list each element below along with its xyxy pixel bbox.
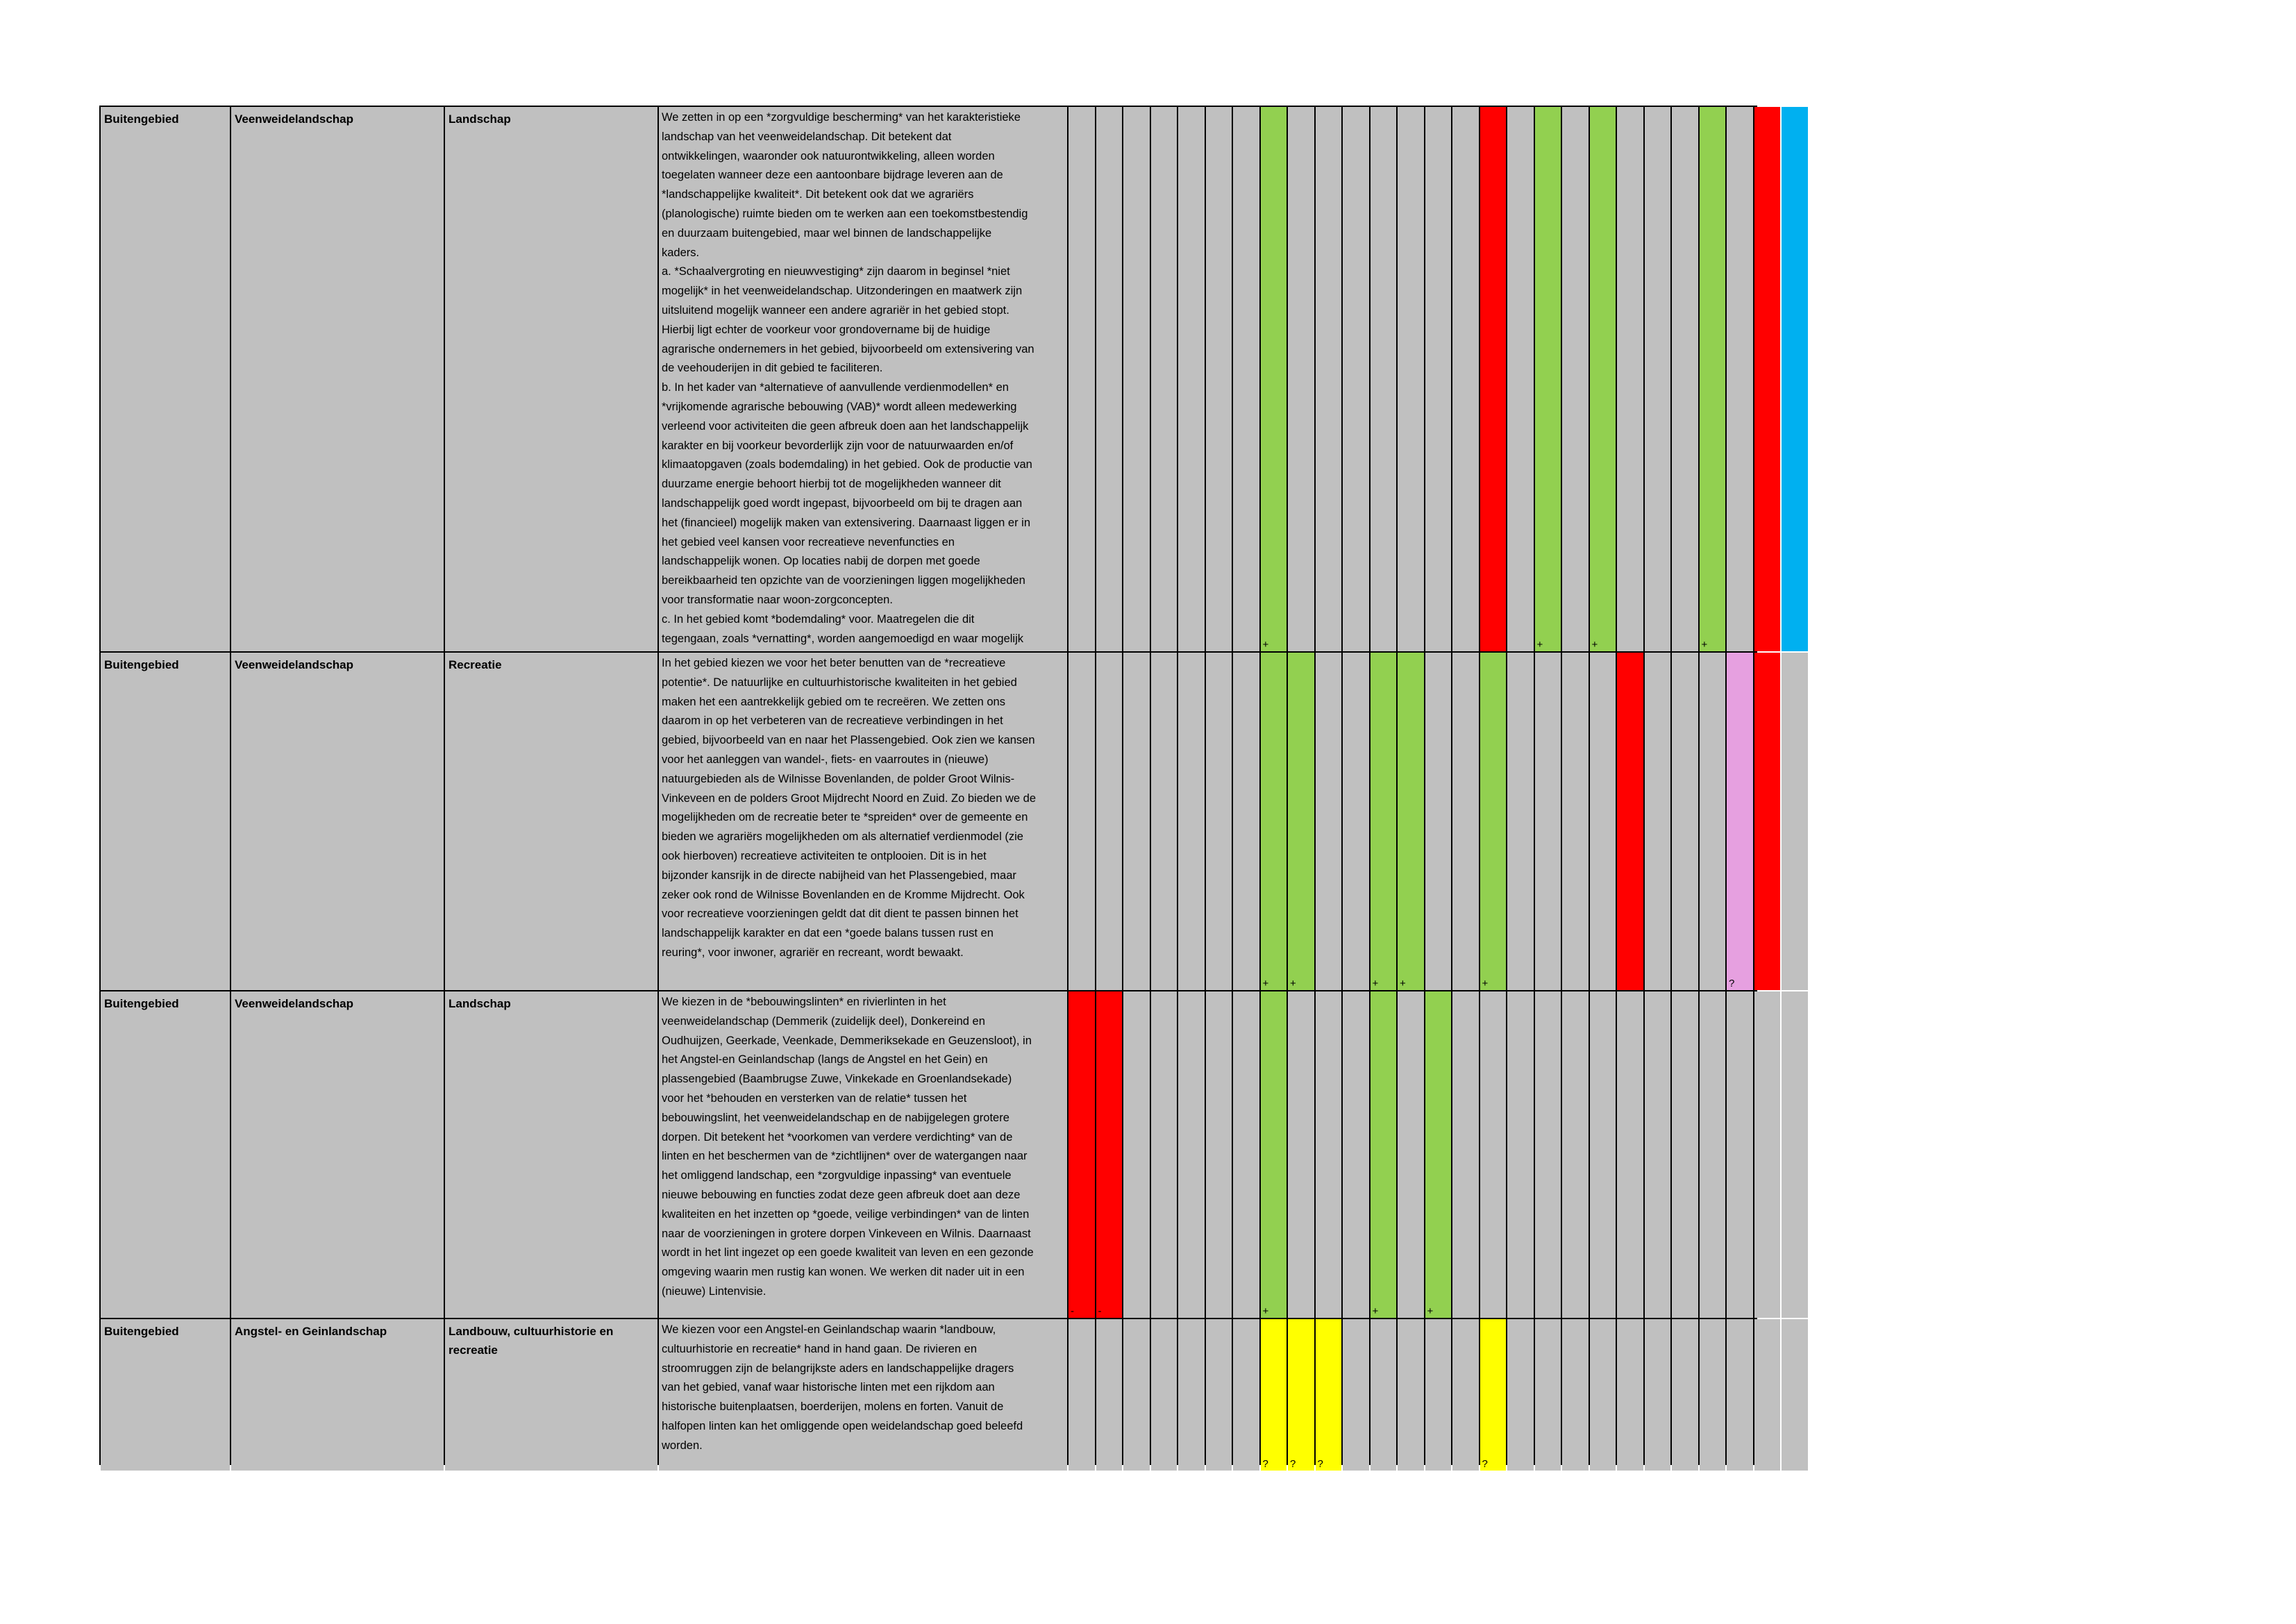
- score-cell: [1398, 107, 1424, 651]
- score-cell: [1452, 991, 1479, 1318]
- score-cell: [1233, 107, 1259, 651]
- score-cell: [1425, 1319, 1452, 1471]
- score-mark: +: [1701, 639, 1708, 651]
- score-cell: [1535, 107, 1561, 651]
- score-mark: +: [1262, 1305, 1269, 1317]
- score-cell: [1754, 1319, 1781, 1471]
- score-cell: [1425, 991, 1452, 1318]
- score-mark: ?: [1317, 1458, 1323, 1470]
- score-cell: [1535, 653, 1561, 990]
- score-cell: [1069, 1319, 1095, 1471]
- score-cell: [1123, 107, 1150, 651]
- score-mark: ?: [1729, 978, 1735, 989]
- score-cell: [1206, 1319, 1232, 1471]
- score-cell: [1617, 1319, 1643, 1471]
- score-cell: [1261, 991, 1287, 1318]
- score-cell: [1343, 991, 1369, 1318]
- score-cell: [1562, 1319, 1589, 1471]
- score-cell: [1507, 991, 1534, 1318]
- score-cell: [1645, 653, 1671, 990]
- score-cell: [1288, 1319, 1314, 1471]
- score-mark: +: [1536, 639, 1543, 651]
- row-landschap-cell: Angstel- en Geinlandschap: [231, 1319, 444, 1471]
- row-landschap-cell: Veenweidelandschap: [231, 107, 444, 651]
- score-cell: [1562, 653, 1589, 990]
- row-gebied-cell: Buitengebied: [101, 653, 230, 990]
- score-cell: [1371, 991, 1397, 1318]
- score-cell: [1480, 107, 1507, 651]
- score-cell: [1316, 1319, 1342, 1471]
- row-landschap-cell: Veenweidelandschap: [231, 653, 444, 990]
- score-cell: [1425, 107, 1452, 651]
- score-mark: +: [1400, 978, 1406, 989]
- score-mark: +: [1372, 1305, 1379, 1317]
- row-gebied-cell: Buitengebied: [101, 107, 230, 651]
- score-cell: [1535, 991, 1561, 1318]
- score-cell: [1178, 991, 1205, 1318]
- score-cell: [1261, 653, 1287, 990]
- score-cell: [1123, 991, 1150, 1318]
- score-cell: [1178, 107, 1205, 651]
- score-cell: [1178, 653, 1205, 990]
- score-cell: [1754, 991, 1781, 1318]
- score-cell: [1151, 107, 1178, 651]
- row-beschrijving-cell: We kiezen voor een Angstel-en Geinlandschap waarin *landbouw, cultuurhistorie en recreatie* hand in hand gaan. De rivieren en stroomruggen zijn de belangrijkste aders en landschappelijke dragers van het gebied, vanaf waar historische linten met een rijkdom aan historische buitenplaatsen, boerderijen, molens en forten. Vanuit de halfopen linten kan het omliggende open weidelandschap goed beleefd worden.: [659, 1319, 1067, 1471]
- score-cell: [1782, 991, 1808, 1318]
- row-thema-cell: Landschap: [445, 991, 657, 1318]
- score-cell: [1178, 1319, 1205, 1471]
- score-cell: [1645, 991, 1671, 1318]
- score-cell: [1096, 107, 1123, 651]
- score-cell: [1096, 653, 1123, 990]
- score-cell: [1727, 653, 1753, 990]
- row-thema-cell: Landschap: [445, 107, 657, 651]
- score-mark: ?: [1482, 1458, 1488, 1470]
- score-cell: [1371, 107, 1397, 651]
- score-cell: [1233, 1319, 1259, 1471]
- score-cell: [1645, 1319, 1671, 1471]
- score-cell: [1700, 1319, 1726, 1471]
- score-cell: [1206, 653, 1232, 990]
- score-cell: [1727, 1319, 1753, 1471]
- score-cell: [1480, 1319, 1507, 1471]
- score-cell: [1206, 991, 1232, 1318]
- row-landschap-cell: Veenweidelandschap: [231, 991, 444, 1318]
- score-cell: [1507, 1319, 1534, 1471]
- score-cell: [1754, 107, 1781, 651]
- score-cell: [1123, 653, 1150, 990]
- score-mark: -: [1098, 1305, 1102, 1317]
- assessment-matrix: [99, 106, 1757, 1470]
- score-cell: [1343, 653, 1369, 990]
- score-cell: [1316, 991, 1342, 1318]
- score-cell: [1123, 1319, 1150, 1471]
- score-cell: [1590, 1319, 1616, 1471]
- score-cell: [1672, 107, 1698, 651]
- row-beschrijving-cell: In het gebied kiezen we voor het beter benutten van de *recreatieve potentie*. De natuurlijke en cultuurhistorische kwaliteiten in het gebied maken het een aantrekkelijk gebied om te recreëren. We zetten ons daarom in op het verbeteren van de recreatieve verbindingen in het gebied, bijvoorbeeld van en naar het Plassengebied. Ook zien we kansen voor het aanleggen van wandel-, fiets- en vaarroutes in (nieuwe) natuurgebieden als de Wilnisse Bovenlanden, de polder Groot Wilnis- Vinkeveen en de polders Groot Mijdrecht Noord en Zuid. Zo bieden we de mogelijkheden om de recreatie beter te *spreiden* over de gemeente en bieden we agrariërs mogelijkheden om als alternatief verdienmodel (zie ook hierboven) recreatieve activiteiten te ontplooien. Dit is in het bijzonder kansrijk in de directe nabijheid van het Plassengebied, maar zeker ook rond de Wilnisse Bovenlanden en de Kromme Mijdrecht. Ook voor recreatieve voorzieningen geldt dat dit dient te passen binnen het landschappelijk karakter en dat een *goede balans tussen rust en reuring*, voor inwoner, agrariër en recreant, wordt bewaakt.: [659, 653, 1067, 990]
- score-cell: [1398, 991, 1424, 1318]
- score-cell: [1645, 107, 1671, 651]
- score-cell: [1452, 107, 1479, 651]
- score-cell: [1617, 991, 1643, 1318]
- score-cell: [1151, 653, 1178, 990]
- score-cell: [1096, 991, 1123, 1318]
- score-cell: [1480, 991, 1507, 1318]
- score-mark: +: [1482, 978, 1489, 989]
- score-cell: [1398, 1319, 1424, 1471]
- score-cell: [1233, 991, 1259, 1318]
- score-cell: [1151, 991, 1178, 1318]
- score-mark: +: [1372, 978, 1379, 989]
- score-cell: [1727, 991, 1753, 1318]
- score-cell: [1316, 107, 1342, 651]
- score-cell: [1288, 653, 1314, 990]
- score-cell: [1069, 991, 1095, 1318]
- score-cell: [1700, 653, 1726, 990]
- row-beschrijving-cell: We zetten in op een *zorgvuldige bescherming* van het karakteristieke landschap van het veenweidelandschap. Dit betekent dat ontwikkelingen, waaronder ook natuurontwikkeling, alleen worden toegelaten wanneer deze een aantoonbare bijdrage leveren aan de *landschappelijke kwaliteit*. Dit betekent ook dat we agrariërs (planologische) ruimte bieden om te werken aan een toekomstbestendig en duurzaam buitengebied, maar wel binnen de landschappelijke kaders. a. *Schaalvergroting en nieuwvestiging* zijn daarom in beginsel *niet mogelijk* in het veenweidelandschap. Uitzonderingen en maatwerk zijn uitsluitend mogelijk wanneer een andere agrariër in het gebied stopt. Hierbij ligt echter de voorkeur voor grondovername bij de huidige agrarische ondernemers in het gebied, bijvoorbeeld om extensivering van de veehouderijen in dit gebied te faciliteren. b. In het kader van *alternatieve of aanvullende verdienmodellen* en *vrijkomende agrarische bebouwing (VAB)* wordt alleen medewerking verleend voor activiteiten die geen afbreuk doen aan het landschappelijk karakter en bij voorkeur bevorderlijk zijn voor de natuurwaarden en/of klimaatopgaven (zoals bodemdaling) in het gebied. Ook de productie van duurzame energie behoort hierbij tot de mogelijkheden wanneer dit landschappelijk goed wordt ingepast, bijvoorbeeld om bij te dragen aan het (financieel) mogelijk maken van extensivering. Daarnaast liggen er in het gebied veel kansen voor recreatieve nevenfuncties en landschappelijk wonen. Op locaties nabij de dorpen met goede bereikbaarheid ten opzichte van de voorzieningen liggen mogelijkheden voor transformatie naar woon-zorgconcepten. c. In het gebied komt *bodemdaling* voor. Maatregelen die dit tegengaan, zoals *vernatting*, worden aangemoedigd en waar mogelijk: [659, 107, 1067, 651]
- score-cell: [1782, 653, 1808, 990]
- score-cell: [1096, 1319, 1123, 1471]
- score-cell: [1754, 653, 1781, 990]
- score-cell: [1672, 653, 1698, 990]
- score-cell: [1069, 107, 1095, 651]
- score-cell: [1617, 653, 1643, 990]
- row-thema-cell: Recreatie: [445, 653, 657, 990]
- score-cell: [1425, 653, 1452, 990]
- score-cell: [1727, 107, 1753, 651]
- score-cell: [1562, 107, 1589, 651]
- row-thema-cell: Landbouw, cultuurhistorie en recreatie: [445, 1319, 657, 1471]
- score-cell: [1452, 653, 1479, 990]
- score-mark: +: [1262, 639, 1269, 651]
- score-cell: [1371, 1319, 1397, 1471]
- score-cell: [1343, 107, 1369, 651]
- score-mark: +: [1591, 639, 1598, 651]
- score-cell: [1590, 653, 1616, 990]
- score-cell: [1288, 991, 1314, 1318]
- score-cell: [1069, 653, 1095, 990]
- score-cell: [1288, 107, 1314, 651]
- score-cell: [1700, 107, 1726, 651]
- score-cell: [1782, 107, 1808, 651]
- score-cell: [1617, 107, 1643, 651]
- score-mark: ?: [1262, 1458, 1268, 1470]
- score-cell: [1452, 1319, 1479, 1471]
- row-gebied-cell: Buitengebied: [101, 1319, 230, 1471]
- score-cell: [1343, 1319, 1369, 1471]
- score-cell: [1782, 1319, 1808, 1471]
- score-cell: [1261, 1319, 1287, 1471]
- row-beschrijving-cell: We kiezen in de *bebouwingslinten* en rivierlinten in het veenweidelandschap (Demmerik (zuidelijk deel), Donkereind en Oudhuijzen, Geerkade, Veenkade, Demmeriksekade en Geuzensloot), in het Angstel-en Geinlandschap (langs de Angstel en het Gein) en plassengebied (Baambrugse Zuwe, Vinkekade en Groenlandsekade) voor het *behouden en versterken van de relatie* tussen het bebouwingslint, het veenweidelandschap en de nabijgelegen grotere dorpen. Dit betekent het *voorkomen van verdere verdichting* van de linten en het beschermen van de *zichtlijnen* over de watergangen naar het omliggend landschap, een *zorgvuldige inpassing* van eventuele nieuwe bebouwing en functies zodat deze geen afbreuk doet aan deze kwaliteiten en het inzetten op *goede, veilige verbindingen* van de linten naar de voorzieningen in grotere dorpen Vinkeveen en Wilnis. Daarnaast wordt in het lint ingezet op een goede kwaliteit van leven en een gezonde omgeving waarin men rustig kan wonen. We werken dit nader uit in een (nieuwe) Lintenvisie.: [659, 991, 1067, 1318]
- score-cell: [1590, 991, 1616, 1318]
- score-mark: ?: [1290, 1458, 1296, 1470]
- score-cell: [1316, 653, 1342, 990]
- score-cell: [1590, 107, 1616, 651]
- score-cell: [1398, 653, 1424, 990]
- score-cell: [1672, 991, 1698, 1318]
- score-mark: -: [1071, 1305, 1074, 1317]
- score-cell: [1233, 653, 1259, 990]
- score-cell: [1371, 653, 1397, 990]
- score-cell: [1672, 1319, 1698, 1471]
- score-cell: [1700, 991, 1726, 1318]
- score-cell: [1535, 1319, 1561, 1471]
- score-cell: [1507, 107, 1534, 651]
- score-cell: [1480, 653, 1507, 990]
- score-mark: +: [1290, 978, 1296, 989]
- score-mark: +: [1427, 1305, 1434, 1317]
- score-cell: [1507, 653, 1534, 990]
- row-gebied-cell: Buitengebied: [101, 991, 230, 1318]
- score-mark: +: [1262, 978, 1269, 989]
- score-cell: [1206, 107, 1232, 651]
- score-cell: [1151, 1319, 1178, 1471]
- score-cell: [1261, 107, 1287, 651]
- score-cell: [1562, 991, 1589, 1318]
